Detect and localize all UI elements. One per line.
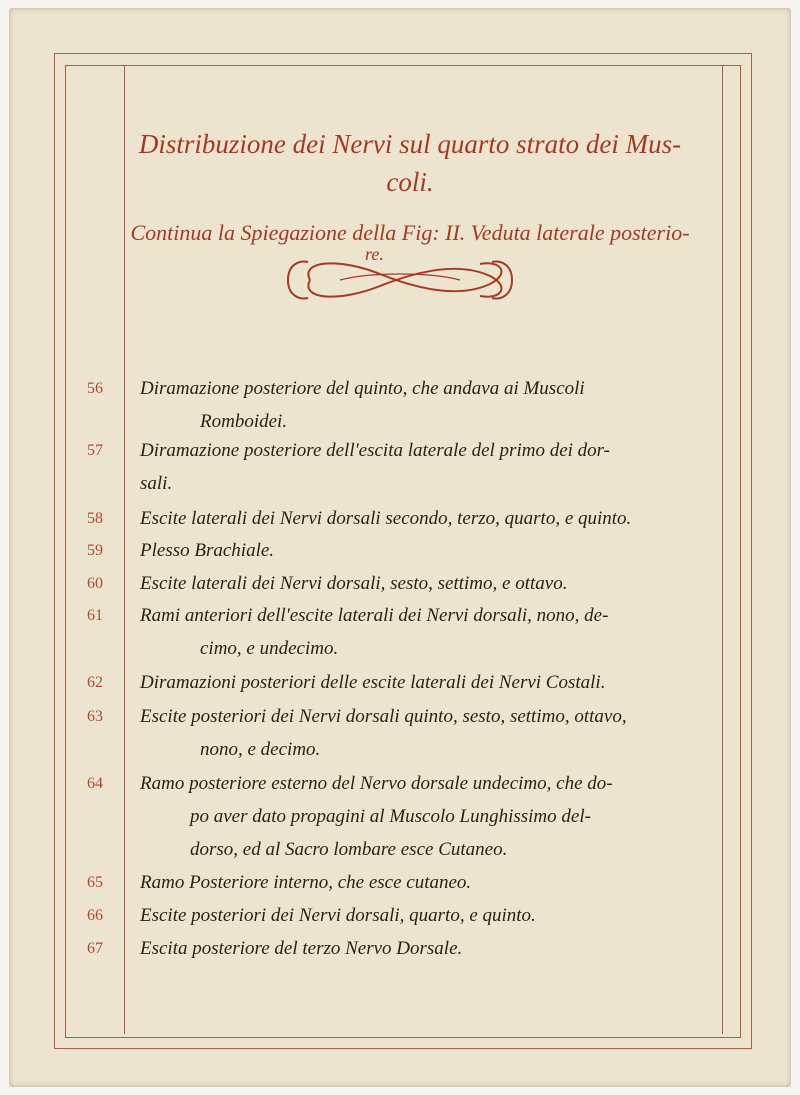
entry-text: Escita posteriore del terzo Nervo Dorsale. (140, 938, 463, 959)
entry-number: 66 (87, 907, 103, 924)
entry-text: Escite posteriori dei Nervi dorsali, quarto, e quinto. (140, 905, 536, 926)
title-line-1: Distribuzione dei Nervi sul quarto strato dei Mus- (138, 129, 682, 159)
entry-number: 57 (87, 442, 103, 459)
entry-text-continuation: nono, e decimo. (200, 739, 321, 760)
entry-number: 61 (87, 607, 103, 624)
entry-text-continuation: po aver dato propagini al Muscolo Lunghissimo del- (190, 806, 591, 827)
entry-number: 59 (87, 542, 103, 559)
page-title (90, 125, 730, 201)
entry-text-continuation: sali. (140, 473, 173, 494)
entry-text-continuation: dorso, ed al Sacro lombare esce Cutaneo. (190, 839, 508, 860)
entry-text: Escite posteriori dei Nervi dorsali quinto, sesto, settimo, ottavo, (140, 706, 627, 727)
entry-number: 67 (87, 940, 103, 957)
entry-text: Escite laterali dei Nervi dorsali secondo, terzo, quarto, e quinto. (140, 508, 632, 529)
page-subtitle (90, 218, 730, 248)
subtitle-line-2: re. (365, 244, 384, 264)
title-line-2: coli. (386, 167, 434, 197)
entry-text: Escite laterali dei Nervi dorsali, sesto, settimo, e ottavo. (140, 573, 568, 594)
entry-text: Diramazioni posteriori delle escite laterali dei Nervi Costali. (140, 672, 606, 693)
subtitle-line-1: Continua la Spiegazione della Fig: II. Veduta laterale posterio- (130, 220, 690, 245)
entry-text: Diramazione posteriore del quinto, che andava ai Muscoli (140, 378, 585, 399)
entry-number: 62 (87, 674, 103, 691)
calligraphic-flourish-ornament (280, 250, 520, 310)
entry-text: Plesso Brachiale. (140, 540, 275, 561)
entry-text: Rami anteriori dell'escite laterali dei Nervi dorsali, nono, de- (140, 605, 609, 626)
entry-number: 58 (87, 510, 103, 527)
entry-text: Diramazione posteriore dell'escita laterale del primo dei dor- (140, 440, 610, 461)
entry-number: 60 (87, 575, 103, 592)
entry-number: 64 (87, 775, 103, 792)
entry-text: Ramo Posteriore interno, che esce cutaneo. (140, 872, 472, 893)
entry-number: 63 (87, 708, 103, 725)
left-margin-rule (124, 66, 125, 1034)
entry-text-continuation: Romboidei. (200, 411, 288, 432)
entry-number: 65 (87, 874, 103, 891)
entry-text: Ramo posteriore esterno del Nervo dorsale undecimo, che do- (140, 773, 613, 794)
entry-number: 56 (87, 380, 103, 397)
right-margin-rule (722, 66, 723, 1034)
entry-text-continuation: cimo, e undecimo. (200, 638, 339, 659)
